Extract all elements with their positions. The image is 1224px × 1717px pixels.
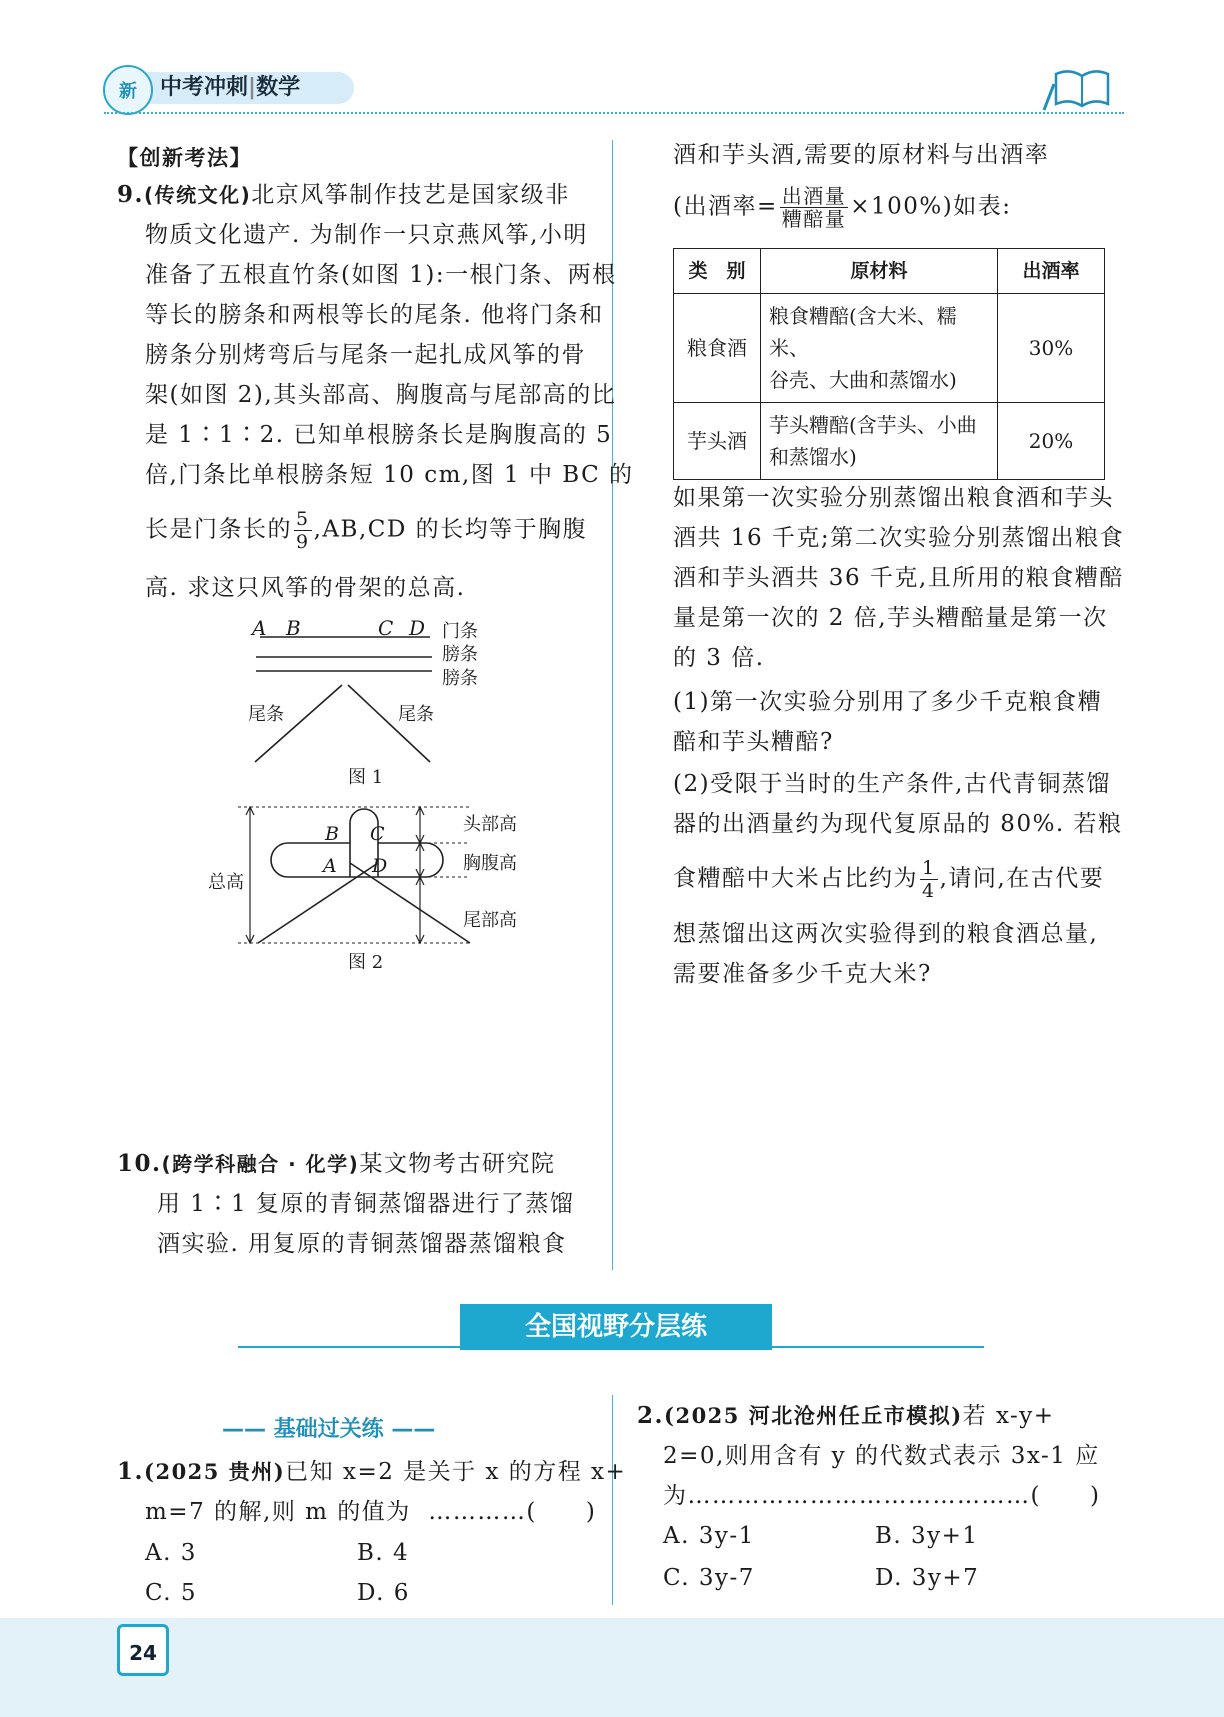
q9-frac-suffix: ,AB,CD 的长均等于胸腹: [313, 516, 588, 543]
section-label: 【创新考法】: [117, 146, 252, 170]
q9-number: 9.: [117, 181, 145, 208]
header-rate: 出酒率: [998, 249, 1105, 294]
p1-dots: …………: [428, 1499, 527, 1525]
q9-frac-den: 9: [296, 531, 310, 553]
fig1-label-a: A: [252, 616, 267, 640]
svg-text:新: 新: [119, 81, 137, 102]
table-row: [674, 403, 1105, 480]
part2-frac-suffix: ,请问,在古代要: [939, 865, 1105, 892]
fig2-caption: 图 2: [348, 952, 384, 973]
part2-fraction: [920, 857, 938, 902]
q10-line-1: [117, 1144, 555, 1184]
part2-frac-den: 4: [922, 880, 936, 902]
body-line-1: 如果第一次实验分别蒸馏出粮食酒和芋头: [673, 485, 1114, 511]
subtitle-text: 基础过关练: [273, 1417, 384, 1442]
fig1-door-label: 门条: [442, 621, 478, 642]
q9-text: 北京风筝制作技艺是国家级非: [251, 182, 570, 208]
p1-number: 1.: [117, 1458, 145, 1485]
p2-dots: ……………………………………: [687, 1483, 1031, 1509]
subtitle-dash-left: ——: [222, 1417, 274, 1442]
q10-line-2: 用 1∶1 复原的青铜蒸馏器进行了蒸馏: [157, 1191, 575, 1217]
table-header-row: [674, 249, 1105, 294]
p1-option-b: B. 4: [357, 1540, 410, 1566]
q9-line-2: 物质文化遗产. 为制作一只京燕风筝,小明: [145, 222, 588, 248]
body-line-2: 酒共 16 千克;第二次实验分别蒸馏出粮食: [673, 525, 1125, 551]
part2-line-4: 想蒸馏出这两次实验得到的粮食酒总量,: [673, 921, 1099, 947]
part2-line-3: [673, 857, 1104, 902]
figure-2: [230, 795, 490, 955]
fig2-label-a: A: [323, 855, 337, 877]
p2-source: (2025 河北沧州任丘市模拟): [664, 1403, 963, 1428]
q9-fraction: [294, 508, 312, 553]
part2-frac-prefix: 食糟醅中大米占比约为: [673, 865, 918, 892]
page-number: 24: [117, 1624, 169, 1676]
practice-subtitle: [222, 1412, 435, 1443]
q9-line-7: 是 1∶1∶2. 已知单根膀条长是胸腹高的 5: [145, 422, 613, 448]
tail-right: [350, 863, 470, 943]
rate-den: 糟醅量: [781, 207, 847, 231]
fig1-label-c: C: [378, 616, 394, 640]
p1-text-2: m=7 的解,则 m 的值为: [145, 1499, 411, 1525]
fig2-label-c: C: [370, 823, 385, 845]
part2-line-5: 需要准备多少千克大米?: [673, 961, 932, 987]
p2-line-1: [637, 1396, 1055, 1436]
q9-frac-prefix: 长是门条长的: [145, 516, 292, 543]
part2-line-2: 器的出酒量约为现代复原品的 80%. 若粮: [673, 811, 1123, 837]
rate-num: 出酒量: [781, 184, 847, 208]
q10-tag: (跨学科融合 · 化学): [161, 1152, 360, 1176]
p1-source: (2025 贵州): [144, 1459, 286, 1484]
fig2-chest-label: 胸腹高: [463, 853, 517, 874]
row1-type: 粮食酒: [674, 294, 761, 403]
p2-option-b: B. 3y+1: [875, 1523, 979, 1549]
subject-title: 数学: [256, 75, 301, 100]
book-title: 中考冲刺: [160, 75, 249, 100]
p2-line-3: [663, 1476, 1100, 1516]
p2-option-a: A. 3y-1: [663, 1523, 755, 1549]
q10-text: 某文物考古研究院: [359, 1151, 556, 1177]
p1-line-1: [117, 1452, 626, 1492]
fig2-total-label: 总高: [208, 872, 244, 893]
fig2-head-label: 头部高: [463, 814, 517, 835]
p2-text: 若 x-y+: [962, 1403, 1055, 1429]
q9-frac-num: 5: [296, 508, 310, 530]
open-book-icon: [1038, 66, 1122, 116]
row2-rate: 20%: [998, 403, 1105, 480]
part2-line-1: (2)受限于当时的生产条件,古代青铜蒸馏: [673, 771, 1111, 797]
q9-line-8: 倍,门条比单根膀条短 10 cm,图 1 中 BC 的: [145, 462, 634, 488]
p2-text-3: 为: [663, 1483, 688, 1509]
row1-material: [761, 294, 998, 403]
header-separator: |: [248, 75, 257, 100]
rate-fraction: [780, 185, 849, 230]
q10-line-3: 酒实验. 用复原的青铜蒸馏器蒸馏粮食: [157, 1231, 567, 1257]
fig2-label-d: D: [372, 855, 388, 877]
q10-number: 10.: [117, 1150, 162, 1177]
row1-material-line2: 谷壳、大曲和蒸馏水): [769, 368, 957, 392]
page-footer: [0, 1618, 1224, 1717]
fig2-label-b: B: [325, 823, 339, 845]
header-divider: [104, 112, 1124, 114]
q9-line-9: [145, 508, 587, 553]
header-type: 类 别: [674, 249, 761, 294]
fig1-wing-label-1: 膀条: [442, 644, 478, 665]
body-line-4: 量是第一次的 2 倍,芋头糟醅量是第一次: [673, 605, 1108, 631]
row2-material-line1: 芋头糟醅(含芋头、小曲: [769, 413, 977, 437]
part1-line-2: 醅和芋头糟醅?: [673, 729, 834, 755]
row2-material-line2: 和蒸馏水): [769, 445, 857, 469]
book-logo-icon: [103, 65, 153, 115]
p2-line-2: 2=0,则用含有 y 的代数式表示 3x-1 应: [663, 1443, 1100, 1469]
tail-left: [258, 863, 378, 943]
p1-text: 已知 x=2 是关于 x 的方程 x+: [285, 1459, 627, 1485]
header-material: 原材料: [761, 249, 998, 294]
subtitle-dash-right: ——: [383, 1417, 436, 1442]
q9-line-1: [117, 175, 570, 215]
rate-formula: [673, 185, 1012, 230]
q9-line-6: 架(如图 2),其头部高、胸腹高与尾部高的比: [145, 382, 617, 408]
body-line-3: 酒和芋头酒共 36 千克,且所用的粮食糟醅: [673, 565, 1124, 591]
part1-line-1: (1)第一次实验分别用了多少千克粮食糟: [673, 689, 1103, 715]
right-line-1: 酒和芋头酒,需要的原材料与出酒率: [673, 142, 1050, 168]
table-row: [674, 294, 1105, 403]
p1-option-c: C. 5: [145, 1580, 198, 1606]
q9-line-4: 等长的膀条和两根等长的尾条. 他将门条和: [145, 302, 604, 328]
fig1-tail-left-label: 尾条: [248, 704, 284, 725]
column-divider-lower: [612, 1395, 613, 1605]
q9-line-3: 准备了五根直竹条(如图 1):一根门条、两根: [145, 262, 617, 288]
p1-answer-blank: ( ): [526, 1499, 597, 1525]
column-divider: [612, 140, 613, 1270]
section-banner: 全国视野分层练: [460, 1304, 772, 1350]
rate-suffix: ×100%)如表:: [850, 193, 1012, 220]
row2-type: 芋头酒: [674, 403, 761, 480]
header-title: [160, 72, 300, 104]
fig1-tail-right-label: 尾条: [398, 704, 434, 725]
p2-number: 2.: [637, 1402, 665, 1429]
rate-prefix: (出酒率=: [673, 193, 778, 220]
wine-table: [673, 248, 1105, 480]
row1-rate: 30%: [998, 294, 1105, 403]
fig1-wing-label-2: 膀条: [442, 668, 478, 689]
p2-option-c: C. 3y-7: [663, 1565, 755, 1591]
p2-answer-blank: ( ): [1030, 1483, 1101, 1509]
fig1-label-d: D: [409, 616, 426, 640]
p1-option-d: D. 6: [357, 1580, 410, 1606]
q9-tag: (传统文化): [144, 183, 252, 207]
q9-line-5: 膀条分别烤弯后与尾条一起扎成风筝的骨: [145, 342, 586, 368]
fig2-tail-label: 尾部高: [463, 910, 517, 931]
row1-material-line1: 粮食糟醅(含大米、糯米、: [769, 304, 957, 360]
q9-line-10: 高. 求这只风筝的骨架的总高.: [145, 575, 466, 601]
p1-line-2: [145, 1492, 596, 1532]
row2-material: [761, 403, 998, 480]
fig1-caption: 图 1: [348, 767, 384, 788]
part2-frac-num: 1: [922, 857, 936, 879]
p2-option-d: D. 3y+7: [875, 1565, 980, 1591]
fig1-label-b: B: [286, 616, 301, 640]
p1-option-a: A. 3: [145, 1540, 197, 1566]
body-line-5: 的 3 倍.: [673, 645, 765, 671]
